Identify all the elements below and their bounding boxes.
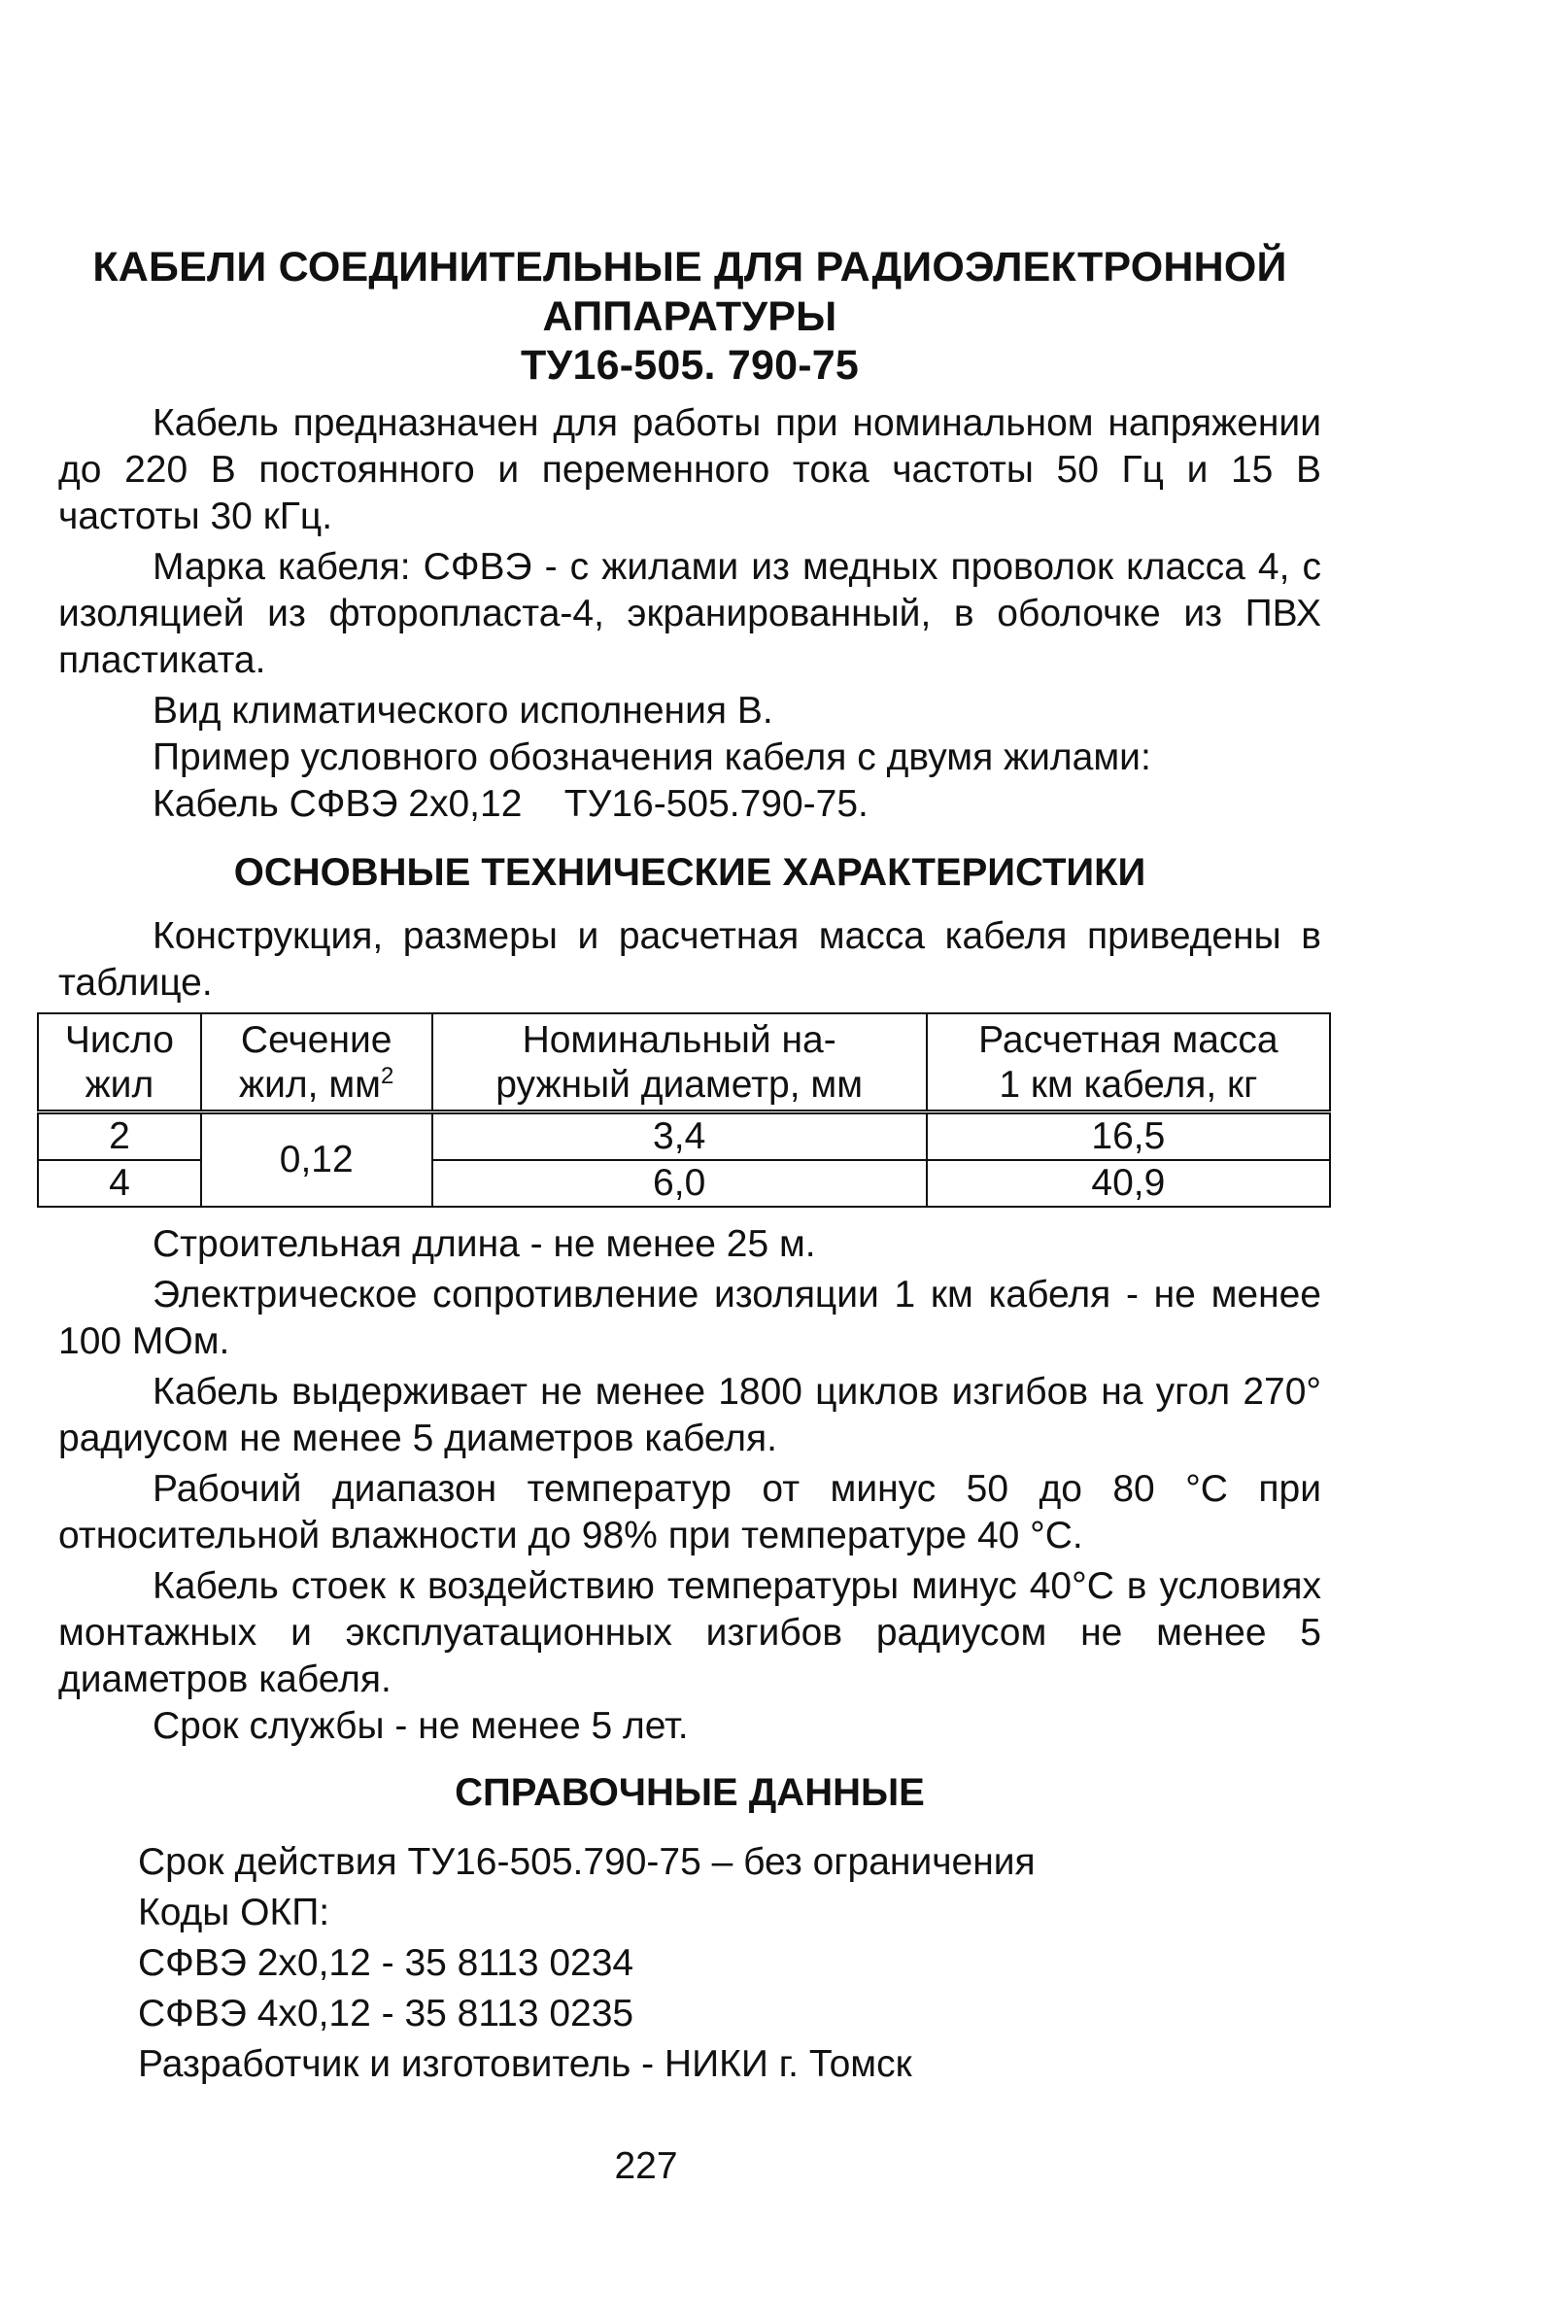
page-number: 227 xyxy=(614,2145,678,2187)
header-mass xyxy=(927,1013,1330,1112)
header-section xyxy=(201,1013,432,1112)
reference-okp-code-4: СФВЭ 4х0,12 - 35 8113 0235 xyxy=(138,1993,634,2035)
table-row xyxy=(38,1112,1330,1161)
header-cores xyxy=(38,1013,201,1112)
reference-okp-label: Коды ОКП: xyxy=(138,1892,330,1934)
tech-paragraph-cold-resistance: Кабель стоек к воздействию температуры минус 40°С в условиях монтажных и эксплуатационных изгибов радиусом не менее 5 диаметров кабеля. xyxy=(58,1565,1321,1701)
document-page xyxy=(58,243,1321,2090)
title-line-3: ТУ16-505. 790-75 xyxy=(521,342,859,390)
cell-cores: 4 xyxy=(38,1160,201,1207)
spec-table xyxy=(37,1012,1331,1208)
intro-paragraph-brand: Марка кабеля: СФВЭ - с жилами из медных проволок класса 4, с изоляцией из фторопласта-4, экранированный, в оболочке из ПВХ пластиката. xyxy=(58,546,1321,682)
title-line-1: КАБЕЛИ СОЕДИНИТЕЛЬНЫЕ ДЛЯ РАДИОЭЛЕКТРОННОЙ xyxy=(92,244,1287,290)
header-cores-line2: жил xyxy=(85,1064,154,1107)
reference-manufacturer: Разработчик и изготовитель - НИКИ г. Томск xyxy=(138,2043,912,2086)
tech-section-heading: ОСНОВНЫЕ ТЕХНИЧЕСКИЕ ХАРАКТЕРИСТИКИ xyxy=(233,851,1146,895)
intro-paragraph-purpose: Кабель предназначен для работы при номинальном напряжении до 220 В постоянного и переменного тока частоты 50 Гц и 15 В частоты 30 кГц. xyxy=(58,402,1321,538)
cell-diameter: 6,0 xyxy=(432,1160,927,1207)
tech-paragraph-bending: Кабель выдерживает не менее 1800 циклов изгибов на угол 270° радиусом не менее 5 диаметров кабеля. xyxy=(58,1371,1321,1460)
cell-mass: 40,9 xyxy=(927,1160,1330,1207)
reference-validity: Срок действия ТУ16-505.790-75 – без ограничения xyxy=(138,1841,1036,1884)
tech-paragraph-temperature: Рабочий диапазон температур от минус 50 до 80 °С при относительной влажности до 98% при температуре 40 °С. xyxy=(58,1468,1321,1557)
tech-intro-paragraph: Конструкция, размеры и расчетная масса кабеля приведены в таблице. xyxy=(58,915,1321,1005)
title-line-2: АППАРАТУРЫ xyxy=(542,292,837,340)
header-mass-line2: 1 км кабеля, кг xyxy=(999,1064,1258,1107)
header-section-line1: Сечение xyxy=(240,1019,392,1062)
header-section-superscript: 2 xyxy=(380,1063,394,1090)
cell-mass: 16,5 xyxy=(927,1112,1330,1161)
intro-paragraph-designation: Кабель СФВЭ 2х0,12 ТУ16-505.790-75. xyxy=(153,783,869,826)
intro-paragraph-climate: Вид климатического исполнения В. xyxy=(153,690,773,733)
header-diameter-line1: Номинальный на- xyxy=(522,1019,836,1062)
header-mass-line1: Расчетная масса xyxy=(978,1019,1278,1062)
cell-cores: 2 xyxy=(38,1112,201,1161)
tech-paragraph-service-life: Срок службы - не менее 5 лет. xyxy=(153,1705,689,1748)
header-cores-line1: Число xyxy=(64,1019,174,1062)
header-diameter-line2: ружный диаметр, мм xyxy=(495,1064,864,1107)
tech-paragraph-resistance: Электрическое сопротивление изоляции 1 км кабеля - не менее 100 МОм. xyxy=(58,1274,1321,1363)
cell-diameter: 3,4 xyxy=(432,1112,927,1161)
intro-paragraph-example: Пример условного обозначения кабеля с двумя жилами: xyxy=(153,736,1151,779)
document-title xyxy=(58,243,1321,391)
header-section-unit: жил, мм xyxy=(239,1064,381,1107)
tech-paragraph-length: Строительная длина - не менее 25 м. xyxy=(153,1223,816,1266)
reference-section-heading: СПРАВОЧНЫЕ ДАННЫЕ xyxy=(455,1771,925,1815)
header-diameter xyxy=(432,1013,927,1112)
cell-section: 0,12 xyxy=(201,1112,432,1208)
reference-okp-code-2: СФВЭ 2х0,12 - 35 8113 0234 xyxy=(138,1942,634,1985)
header-section-line2 xyxy=(206,1063,427,1108)
spec-table-header-row xyxy=(38,1013,1330,1112)
